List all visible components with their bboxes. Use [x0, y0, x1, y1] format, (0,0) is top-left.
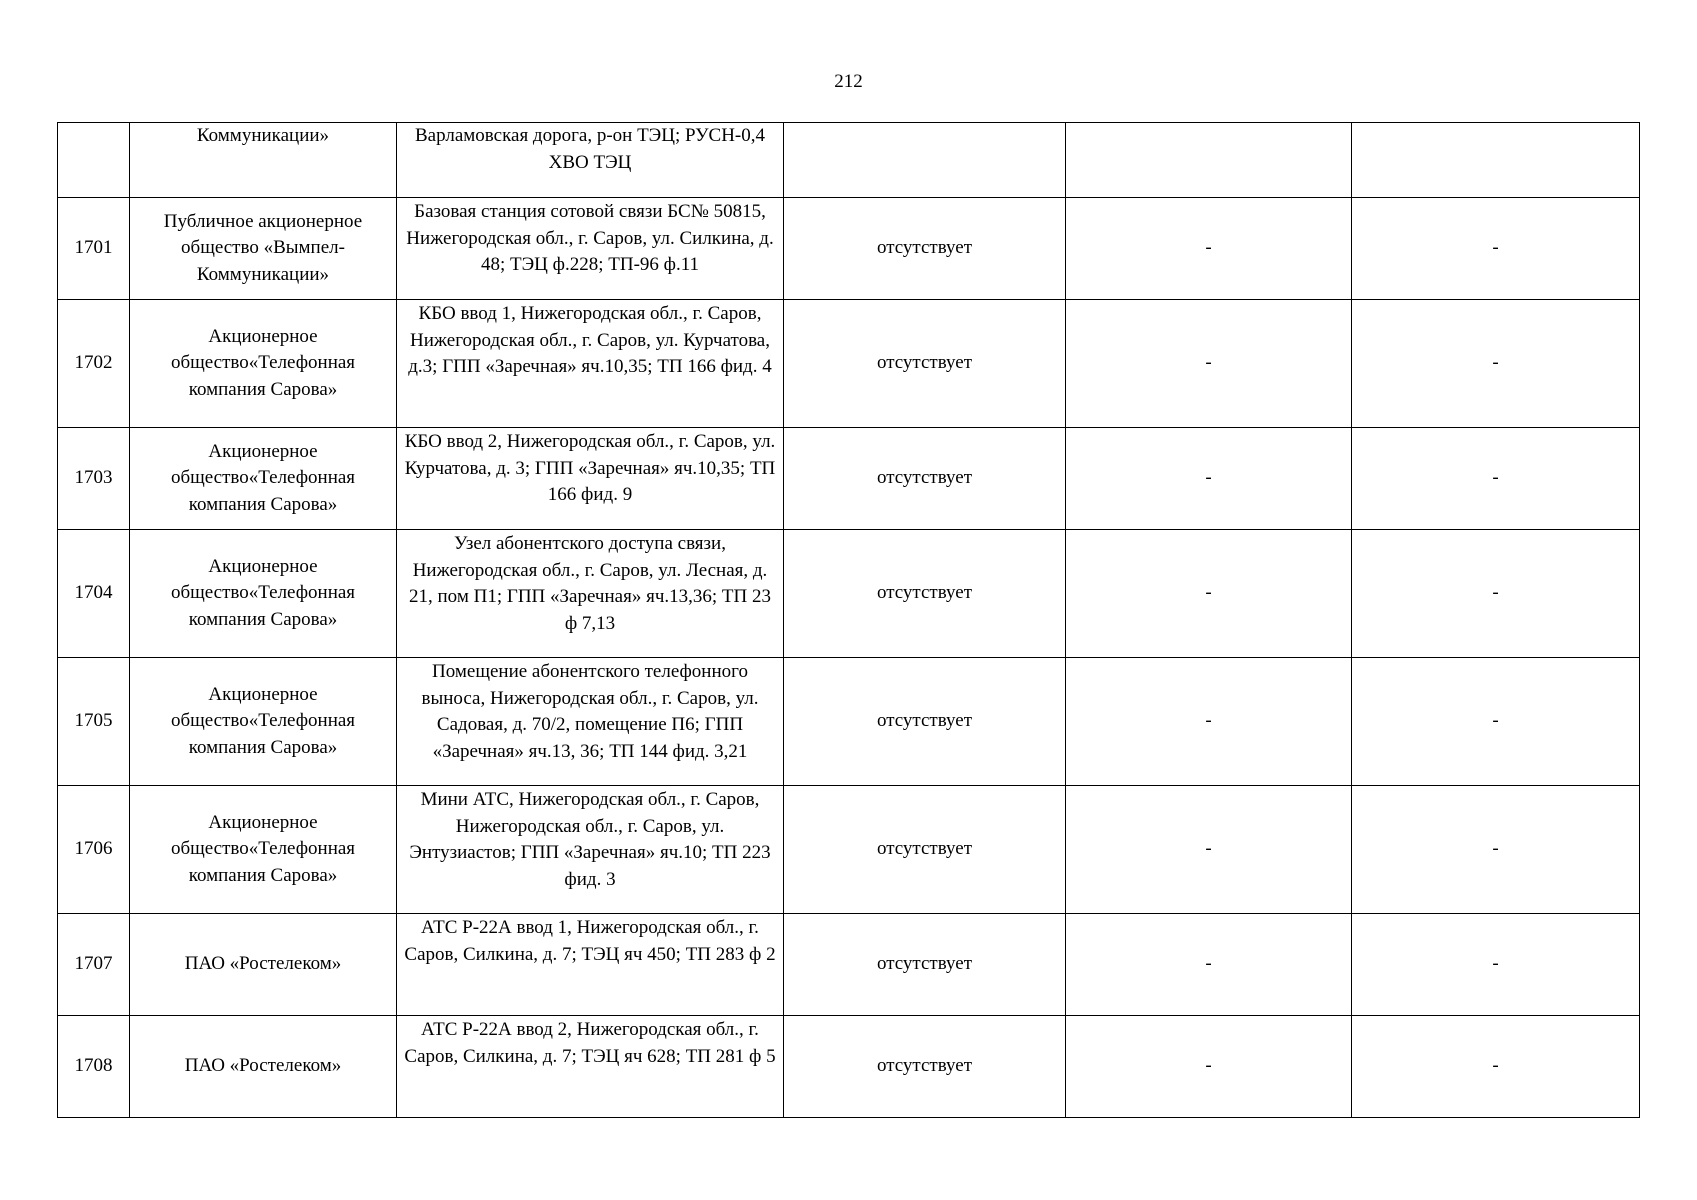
- value-cell: -: [1066, 530, 1352, 658]
- row-number: 1707: [58, 914, 130, 1016]
- address-cell: Узел абонентского доступа связи, Нижегородская обл., г. Саров, ул. Лесная, д. 21, пом П1; ГПП «Заречная» яч.13,36; ТП 23 ф 7,13: [397, 530, 784, 658]
- value-cell: -: [1066, 198, 1352, 300]
- value-cell: -: [1066, 658, 1352, 786]
- status-cell: отсутствует: [784, 786, 1066, 914]
- table-row: [58, 786, 1640, 914]
- value-cell: -: [1066, 428, 1352, 530]
- table-row: [58, 300, 1640, 428]
- status-cell: отсутствует: [784, 914, 1066, 1016]
- value-cell: -: [1352, 786, 1640, 914]
- row-number: 1704: [58, 530, 130, 658]
- address-cell: КБО ввод 1, Нижегородская обл., г. Саров, Нижегородская обл., г. Саров, ул. Курчатова, д.3; ГПП «Заречная» яч.10,35; ТП 166 фид. 4: [397, 300, 784, 428]
- value-cell: -: [1352, 198, 1640, 300]
- value-cell: -: [1352, 1016, 1640, 1118]
- organization-cell: Акционерное общество«Телефонная компания Сарова»: [130, 300, 397, 428]
- table-row: [58, 198, 1640, 300]
- value-cell: -: [1352, 428, 1640, 530]
- status-cell: отсутствует: [784, 300, 1066, 428]
- address-cell: Мини АТС, Нижегородская обл., г. Саров, Нижегородская обл., г. Саров, ул. Энтузиастов; ГПП «Заречная» яч.10; ТП 223 фид. 3: [397, 786, 784, 914]
- row-number: [58, 123, 130, 198]
- status-cell: [784, 123, 1066, 198]
- table-row: [58, 658, 1640, 786]
- address-cell: КБО ввод 2, Нижегородская обл., г. Саров, ул. Курчатова, д. 3; ГПП «Заречная» яч.10,35; ТП 166 фид. 9: [397, 428, 784, 530]
- organization-cell: Акционерное общество«Телефонная компания Сарова»: [130, 786, 397, 914]
- row-number: 1701: [58, 198, 130, 300]
- organization-cell: Коммуникации»: [130, 123, 397, 198]
- status-cell: отсутствует: [784, 428, 1066, 530]
- row-number: 1708: [58, 1016, 130, 1118]
- table-row: [58, 123, 1640, 198]
- table-row: [58, 428, 1640, 530]
- row-number: 1702: [58, 300, 130, 428]
- organization-cell: ПАО «Ростелеком»: [130, 914, 397, 1016]
- value-cell: [1066, 123, 1352, 198]
- value-cell: -: [1352, 300, 1640, 428]
- organization-cell: Акционерное общество«Телефонная компания Сарова»: [130, 658, 397, 786]
- address-cell: АТС Р-22А ввод 1, Нижегородская обл., г. Саров, Силкина, д. 7; ТЭЦ яч 450; ТП 283 ф 2: [397, 914, 784, 1016]
- address-cell: Базовая станция сотовой связи БС№ 50815, Нижегородская обл., г. Саров, ул. Силкина, д. 48; ТЭЦ ф.228; ТП-96 ф.11: [397, 198, 784, 300]
- row-number: 1705: [58, 658, 130, 786]
- value-cell: -: [1066, 300, 1352, 428]
- row-number: 1706: [58, 786, 130, 914]
- organization-cell: Публичное акционерное общество «Вымпел-Коммуникации»: [130, 198, 397, 300]
- organization-cell: ПАО «Ростелеком»: [130, 1016, 397, 1118]
- value-cell: -: [1066, 1016, 1352, 1118]
- page-number: 212: [834, 71, 863, 92]
- value-cell: -: [1352, 914, 1640, 1016]
- status-cell: отсутствует: [784, 658, 1066, 786]
- table-row: [58, 1016, 1640, 1118]
- organization-cell: Акционерное общество«Телефонная компания Сарова»: [130, 428, 397, 530]
- value-cell: -: [1352, 530, 1640, 658]
- address-cell: Варламовская дорога, р-он ТЭЦ; РУСН-0,4 ХВО ТЭЦ: [397, 123, 784, 198]
- table-row: [58, 530, 1640, 658]
- status-cell: отсутствует: [784, 198, 1066, 300]
- table-row: [58, 914, 1640, 1016]
- row-number: 1703: [58, 428, 130, 530]
- status-cell: отсутствует: [784, 530, 1066, 658]
- value-cell: -: [1066, 914, 1352, 1016]
- value-cell: -: [1352, 658, 1640, 786]
- value-cell: -: [1066, 786, 1352, 914]
- address-cell: Помещение абонентского телефонного выноса, Нижегородская обл., г. Саров, ул. Садовая, д. 70/2, помещение П6; ГПП «Заречная» яч.13, 36; ТП 144 фид. 3,21: [397, 658, 784, 786]
- value-cell: [1352, 123, 1640, 198]
- data-table: [57, 122, 1640, 1118]
- status-cell: отсутствует: [784, 1016, 1066, 1118]
- organization-cell: Акционерное общество«Телефонная компания Сарова»: [130, 530, 397, 658]
- address-cell: АТС Р-22А ввод 2, Нижегородская обл., г. Саров, Силкина, д. 7; ТЭЦ яч 628; ТП 281 ф 5: [397, 1016, 784, 1118]
